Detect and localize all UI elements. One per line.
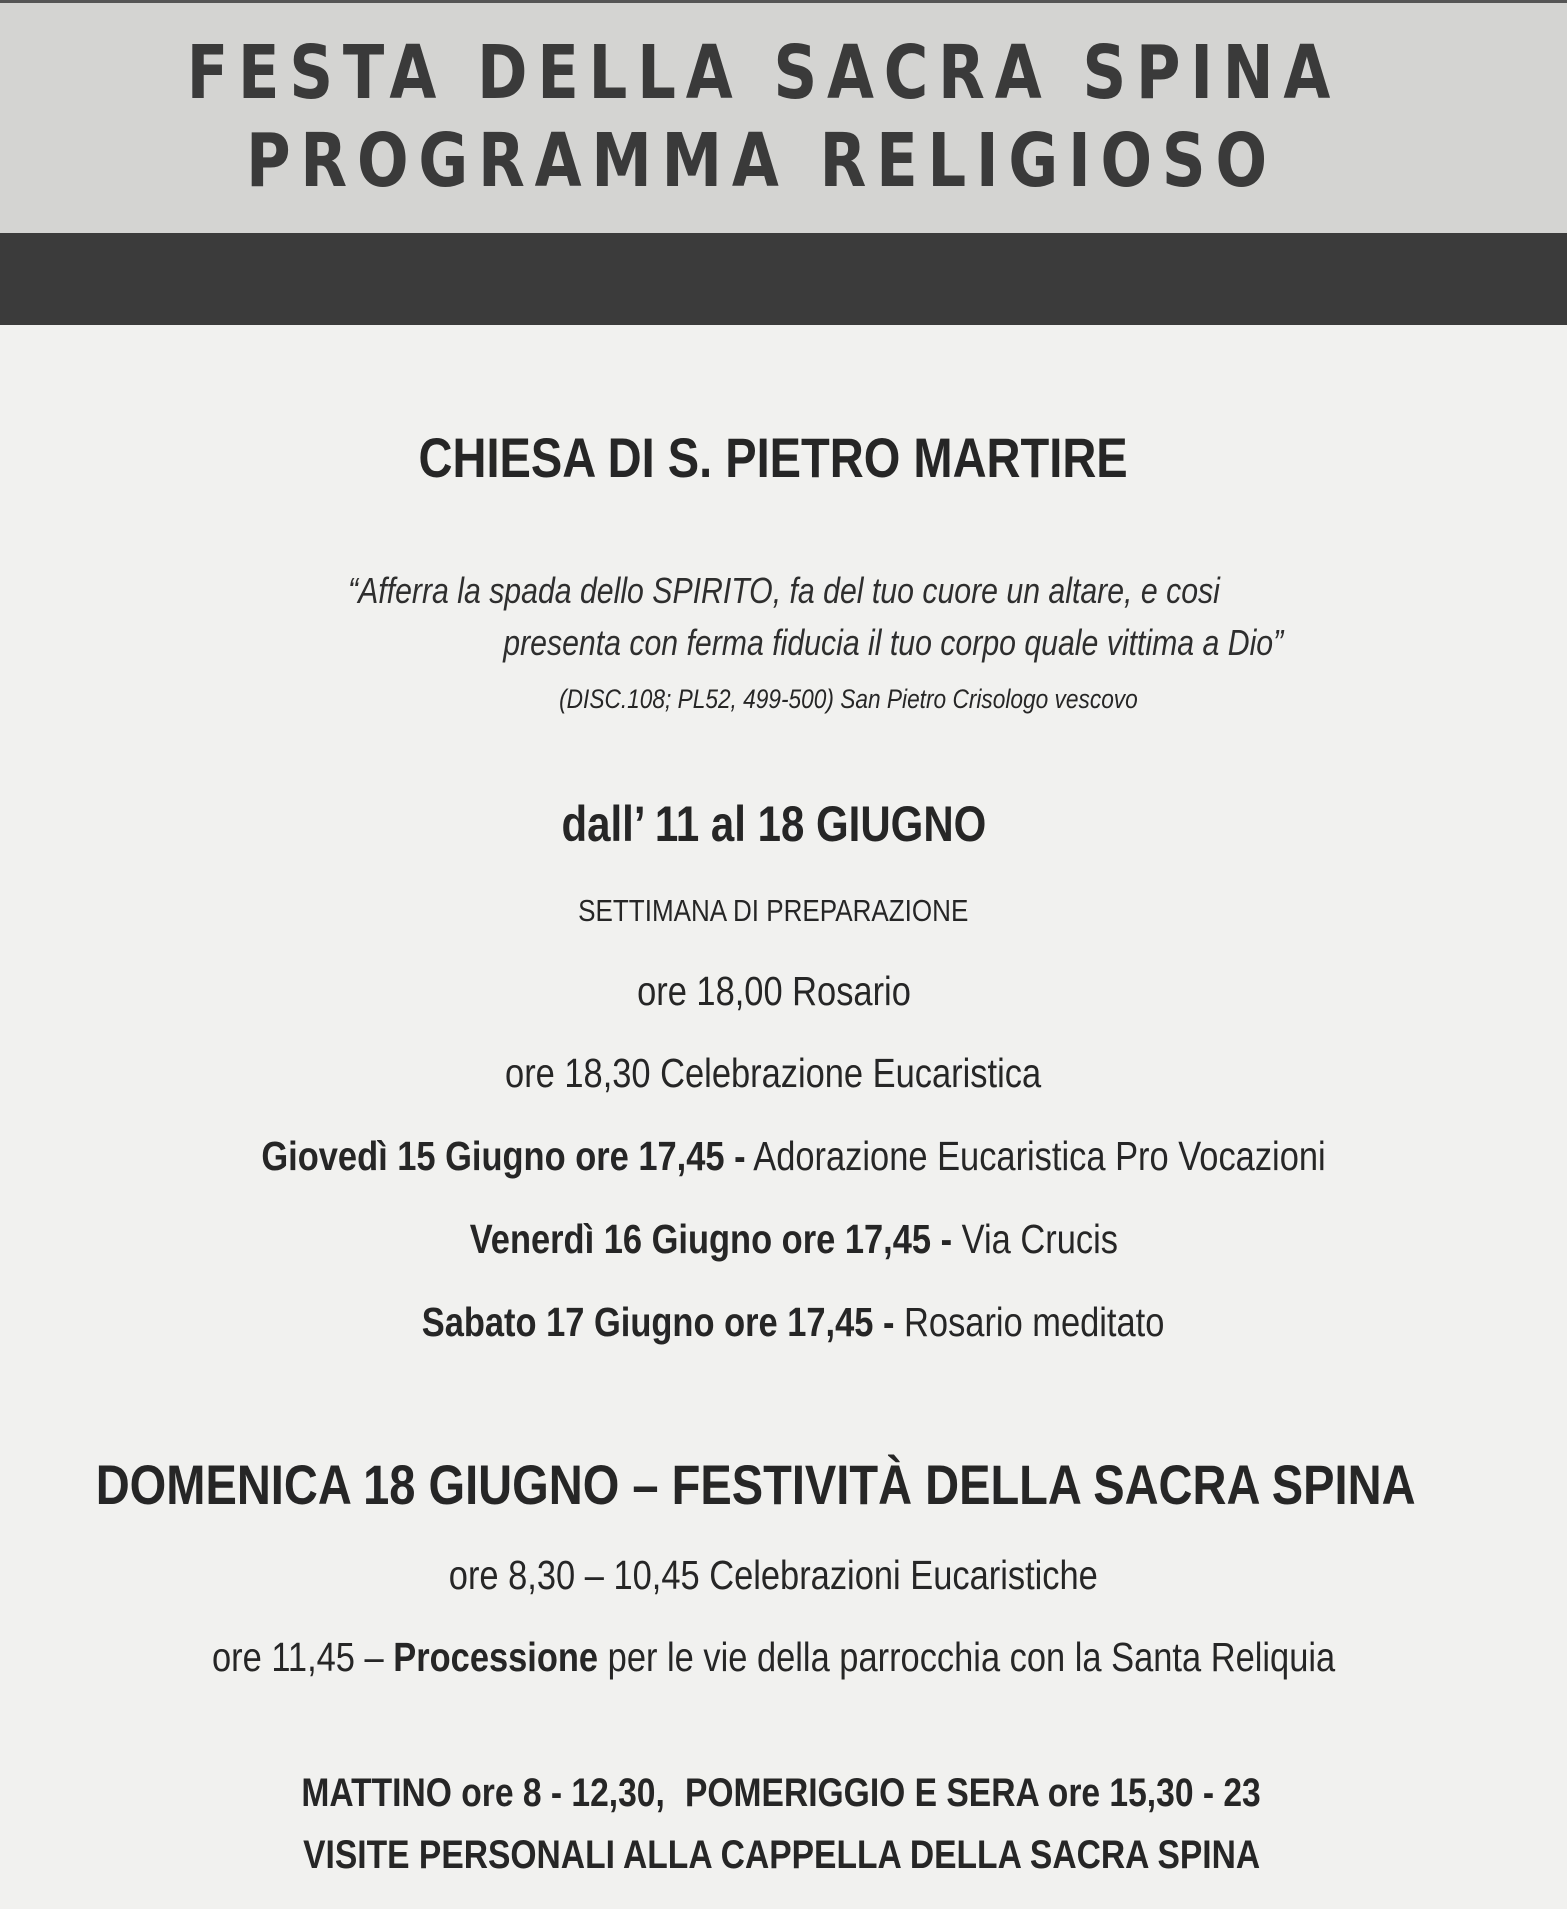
event-giovedi <box>10 1133 1567 1180</box>
event-sabato <box>10 1299 1567 1346</box>
event-venerdi-text <box>469 1216 1117 1263</box>
event-giovedi-text <box>261 1133 1325 1180</box>
celebrazione-text: ore 18,30 Celebrazione Eucaristica <box>505 1050 1042 1096</box>
title-line-1: FESTA DELLA SACRA SPINA <box>186 30 1341 116</box>
quote-citation-text: (DISC.108; PL52, 499-500) San Pietro Crisologo vescovo <box>559 684 1138 714</box>
week-dates-text: dall’ 11 al 18 GIUGNO <box>561 796 986 852</box>
celebrazione-line <box>0 1050 1557 1097</box>
sunday-processione <box>0 1634 1557 1681</box>
rosario-text: ore 18,00 Rosario <box>636 968 911 1014</box>
processione-time: ore 11,45 – <box>211 1634 384 1680</box>
event-venerdi-what: Via Crucis <box>961 1216 1118 1262</box>
week-subtitle-text: SETTIMANA DI PREPARAZIONE <box>578 893 969 928</box>
event-giovedi-what: Adorazione Eucaristica Pro Vocazioni <box>753 1133 1326 1179</box>
sunday-heading <box>0 1452 1537 1517</box>
sunday-celebrazioni <box>0 1552 1557 1599</box>
week-dates-heading <box>0 795 1557 853</box>
quote-line-1-text: “Afferra la spada dello SPIRITO, fa del tuo cuore un altare, e cosi <box>347 570 1220 611</box>
quote-citation <box>65 684 1567 715</box>
visit-afternoon: POMERIGGIO E SERA ore 15,30 - 23 <box>685 1771 1262 1815</box>
church-heading-text: CHIESA DI S. PIETRO MARTIRE <box>418 426 1129 489</box>
quote-line-2-text: presenta con ferma fiducia il tuo corpo quale vittima a Dio” <box>503 622 1284 663</box>
week-subtitle <box>0 893 1557 929</box>
quote-line-1 <box>0 570 1567 612</box>
processione-rest: per le vie della parrocchia con la Santa Reliquia <box>607 1634 1336 1680</box>
sunday-heading-text: DOMENICA 18 GIUGNO – FESTIVITÀ DELLA SACRA SPINA <box>95 1453 1416 1516</box>
event-giovedi-when: Giovedì 15 Giugno ore 17,45 - <box>261 1133 746 1179</box>
event-sabato-text <box>422 1299 1165 1346</box>
church-heading <box>0 425 1557 490</box>
visit-label-text: VISITE PERSONALI ALLA CAPPELLA DELLA SACRA SPINA <box>302 1833 1261 1877</box>
event-sabato-when: Sabato 17 Giugno ore 17,45 - <box>422 1299 895 1345</box>
visit-hours-text <box>302 1771 1261 1816</box>
visit-hours <box>0 1771 1565 1816</box>
dark-divider-band <box>0 233 1567 325</box>
sunday-processione-text <box>212 1634 1335 1681</box>
quote-line-2 <box>110 622 1567 664</box>
title-line-2: PROGRAMMA RELIGIOSO <box>246 118 1277 204</box>
event-venerdi-when: Venerdì 16 Giugno ore 17,45 - <box>469 1216 952 1262</box>
visit-morning: MATTINO ore 8 - 12,30, <box>301 1771 666 1815</box>
visit-label <box>0 1833 1565 1878</box>
event-sabato-what: Rosario meditato <box>904 1299 1165 1345</box>
rosario-line <box>0 968 1557 1015</box>
sunday-celebrazioni-text: ore 8,30 – 10,45 Celebrazioni Eucaristiche <box>448 1552 1099 1598</box>
processione-label: Processione <box>393 1634 599 1680</box>
event-venerdi <box>10 1216 1567 1263</box>
